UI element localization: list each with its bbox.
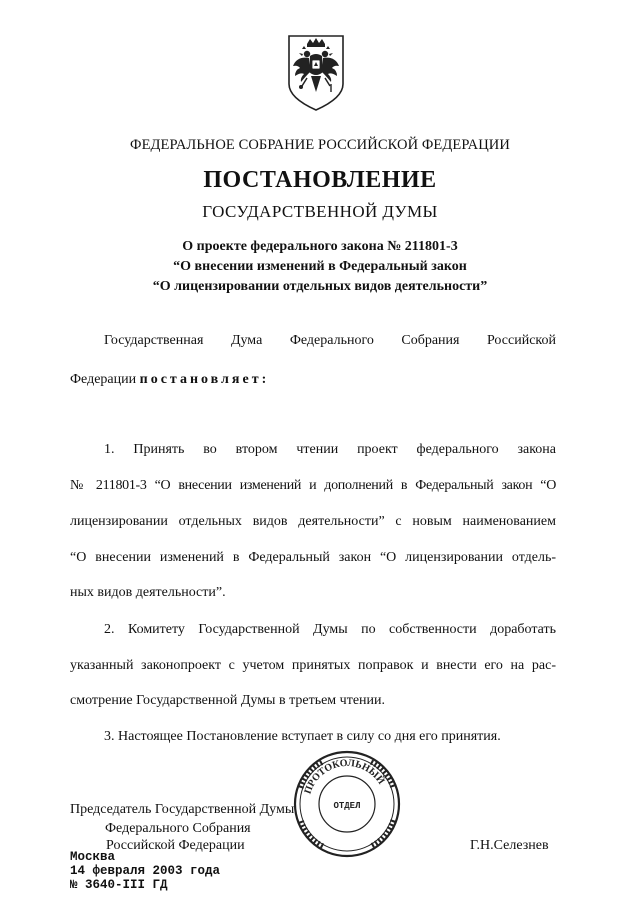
signatory-title-line: Российской Федерации bbox=[106, 838, 245, 853]
issue-date: 14 февраля 2003 года bbox=[70, 864, 221, 878]
item-3-line: 3. Настоящее Постановление вступает в силу со дня его принятия. bbox=[104, 729, 501, 744]
resolves-word: постановляет: bbox=[139, 372, 270, 387]
item-1-line: № 211801-3 “О внесении изменений и дополнений в Федеральный закон “О bbox=[70, 478, 556, 493]
item-2-line: указанный законопроект с учетом принятых поправок и внести его на рас- bbox=[70, 658, 556, 673]
document-number: № 3640-III ГД bbox=[70, 878, 168, 892]
item-2-line: 2. Комитету Государственной Думы по собственности доработать bbox=[104, 622, 556, 637]
subject-line: О проекте федерального закона № 211801-3 bbox=[182, 239, 458, 254]
item-2-line: смотрение Государственной Думы в третьем чтении. bbox=[70, 693, 386, 708]
item-1-line: лицензировании отдельных видов деятельности” с новым наименованием bbox=[70, 514, 556, 529]
item-1-line: ных видов деятельности”. bbox=[70, 585, 226, 600]
document-subject bbox=[0, 237, 640, 297]
stamp-center-text: ОТДЕЛ bbox=[333, 801, 361, 811]
preamble-text: Федерации bbox=[70, 372, 140, 387]
official-stamp bbox=[287, 748, 407, 860]
subject-line: “О лицензировании отдельных видов деятельности” bbox=[152, 279, 488, 294]
subject-line: “О внесении изменений в Федеральный закон bbox=[173, 259, 467, 274]
signatory-name: Г.Н.Селезнев bbox=[470, 838, 549, 853]
item-1-line: 1. Принять во втором чтении проект федерального закона bbox=[104, 442, 556, 457]
document-type-title: ПОСТАНОВЛЕНИЕ bbox=[203, 167, 437, 193]
preamble-line bbox=[70, 372, 556, 388]
place-of-issue: Москва bbox=[70, 850, 116, 864]
issuing-body-title: ГОСУДАРСТВЕННОЙ ДУМЫ bbox=[202, 202, 438, 221]
assembly-heading: ФЕДЕРАЛЬНОЕ СОБРАНИЕ РОССИЙСКОЙ ФЕДЕРАЦИИ bbox=[130, 137, 510, 153]
item-1-line: “О внесении изменений в Федеральный закон “О лицензировании отдель- bbox=[70, 550, 556, 565]
coat-of-arms-icon bbox=[283, 32, 349, 112]
preamble-line: Государственная Дума Федерального Собрания Российской bbox=[104, 333, 556, 348]
signatory-title-line: Федерального Собрания bbox=[105, 821, 251, 836]
stamp-ring-text: ПРОТОКОЛЬНЫЙ bbox=[302, 757, 387, 796]
signatory-title-line: Председатель Государственной Думы bbox=[70, 802, 295, 817]
